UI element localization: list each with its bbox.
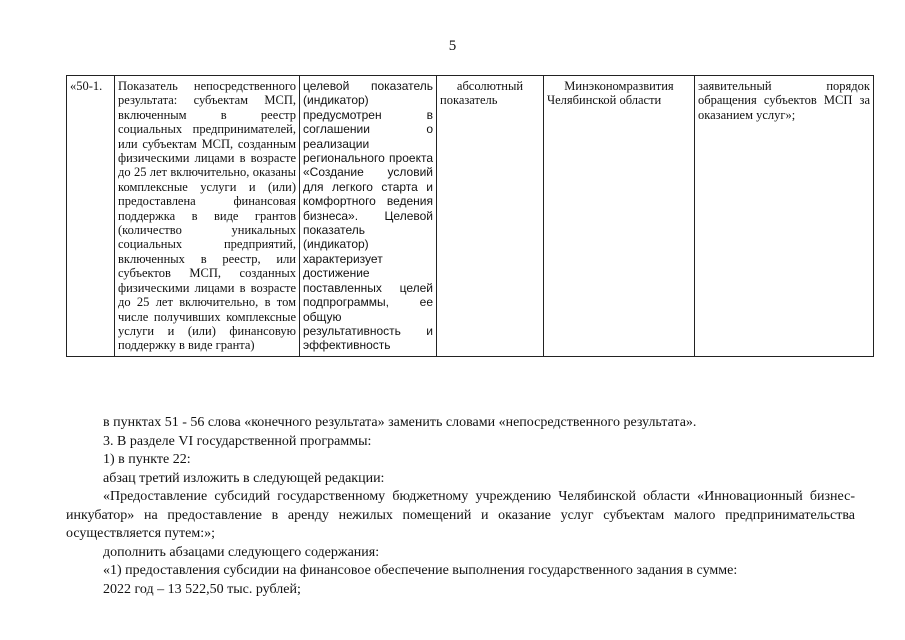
row-number-cell: «50-1. — [67, 76, 115, 357]
source-cell: Минэкономразвития Челябинской области — [544, 76, 695, 357]
indicator-type-cell: целевой показатель (индикатор) предусмотрен в соглашении о реализации регионального проекта «Создание условий для легкого старта и комфортного ведения бизнеса». Целевой показатель (индикатор) характеризует достижение поставленных целей подпрограммы, ее общую результативность и эффективность — [300, 76, 437, 357]
paragraph: дополнить абзацами следующего содержания: — [103, 544, 380, 560]
paragraph: 1) в пункте 22: — [103, 452, 191, 467]
unit-cell: абсолютный показатель — [437, 76, 544, 357]
table-row — [67, 76, 874, 357]
paragraph: абзац третий изложить в следующей редакции: — [103, 470, 385, 486]
indicator-table — [66, 75, 874, 357]
indicator-name-cell: Показатель непосредственного результата: субъектам МСП, включенным в реестр социальных предпринимателей, или субъектам МСП, созданным физическими лицами в возрасте до 25 лет включительно, оказаны комплексные услуги и (или) предоставлена финансовая поддержка в виде грантов (количество уникальных социальных предприятий, включенных в реестр, или субъектов МСП, созданных физическими лицами в возрасте до 25 лет включительно, в том числе получивших комплексные услуги и (или) финансовую поддержку в виде гранта) — [115, 76, 300, 357]
paragraph: в пунктах 51 - 56 слова «конечного результата» заменить словами «непосредственного результата». — [103, 415, 697, 430]
paragraph: «1) предоставления субсидии на финансовое обеспечение выполнения государственного задания в сумме: — [103, 563, 738, 578]
page-number: 5 — [448, 38, 457, 54]
paragraph: 2022 год – 13 522,50 тыс. рублей; — [103, 581, 301, 597]
paragraph: 3. В разделе VI государственной программы: — [103, 433, 372, 449]
method-cell: заявительный порядок обращения субъектов МСП за оказанием услуг»; — [695, 76, 874, 357]
document-body — [66, 414, 855, 599]
paragraph: «Предоставление субсидий государственному бюджетному учреждению Челябинской области «Инновационный бизнес-инкубатор» на предоставление в аренду нежилых помещений и оказание услуг субъектам малого предпринимательства осуществляется путем:»; — [66, 489, 855, 541]
